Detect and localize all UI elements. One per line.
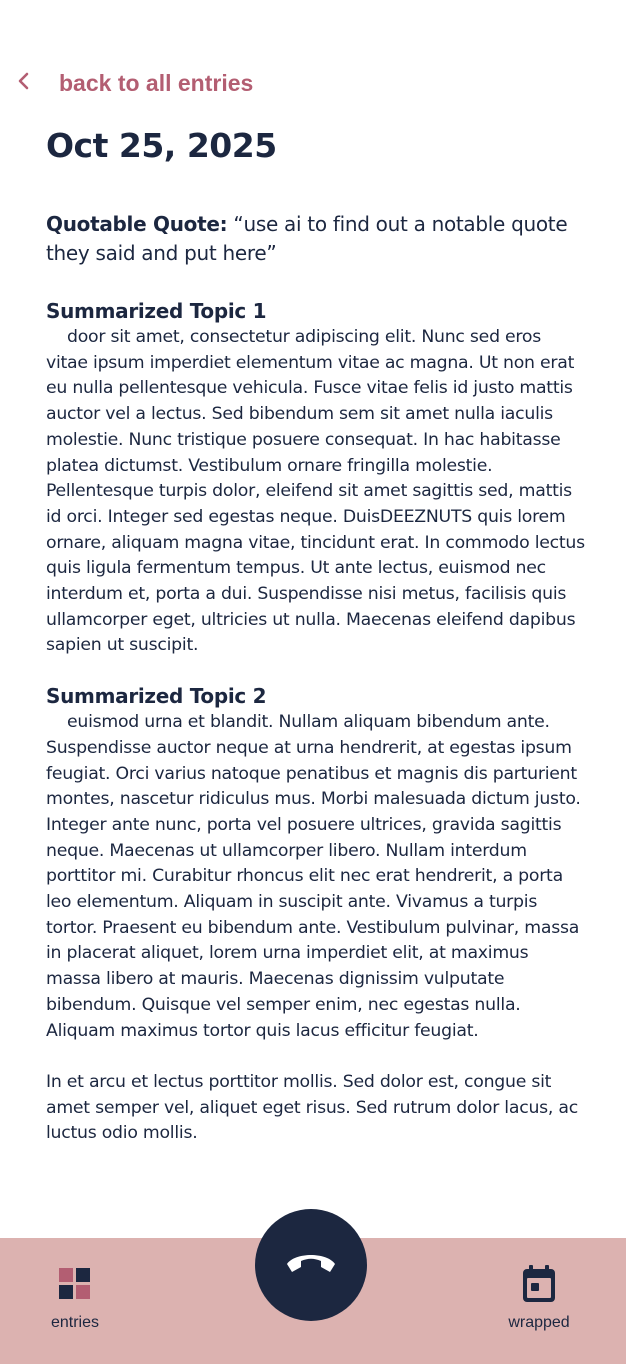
back-button[interactable] xyxy=(14,64,253,102)
topic-paragraph: In et arcu et lectus porttitor mollis. Sed dolor est, congue sit amet semper vel, aliquet eget risus. Sed rutrum dolor lacus, ac luctus odio mollis. xyxy=(46,1071,578,1144)
topic-section xyxy=(46,683,586,1147)
topic-title: Summarized Topic 2 xyxy=(46,684,267,709)
topic-section xyxy=(46,298,586,659)
entry-date: Oct 25, 2025 xyxy=(46,126,277,165)
topic-title: Summarized Topic 1 xyxy=(46,299,267,323)
quote-label: Quotable Quote: xyxy=(46,212,228,236)
quotable-quote xyxy=(46,210,586,268)
quote-text: “use ai to find out a notable quote they said and put here” xyxy=(46,212,568,265)
hang-up-call-button[interactable] xyxy=(255,1209,367,1321)
back-label: back to all entries xyxy=(59,69,254,96)
hang-up-phone-icon xyxy=(283,1248,339,1282)
calendar-icon xyxy=(522,1265,556,1308)
nav-wrapped-label: wrapped xyxy=(508,1314,570,1331)
topic-body: euismod urna et blandit. Nullam aliquam bibendum ante. Suspendisse auctor neque at urna hendrerit, at egestas ipsum feugiat. Orci varius natoque penatibus et magnis dis parturient montes, nascetur ridiculus mus. Morbi malesuada dictum justo. Integer ante nunc, porta vel posuere ultrices, gravida sagittis neque. Maecenas ut ullamcorper libero. Nullam interdum porttitor mi. Curabitur rhoncus elit nec erat hendrerit, a porta leo elementum. Aliquam in suscipit ante. Vivamus a turpis tortor. Praesent eu bibendum ante. Vestibulum pulvinar, massa in placerat aliquet, lorem urna imperdiet elit, at maximus massa libero at mauris. Maecenas dignissim vulputate bibendum. Quisque vel semper enim, nec egestas nulla. Aliquam maximus tortor quis lacus efficitur feugiat. xyxy=(46,712,581,1041)
grid-icon xyxy=(59,1268,91,1305)
nav-wrapped-button[interactable] xyxy=(500,1268,578,1332)
nav-entries-button[interactable] xyxy=(44,1268,106,1332)
topic-body: door sit amet, consectetur adipiscing elit. Nunc sed eros vitae ipsum imperdiet elementum vitae ac magna. Ut non erat eu nulla pellentesque vehicula. Fusce vitae felis id justo mattis auctor vel a lectus. Sed bibendum sem sit amet nulla iaculis molestie. Nunc tristique posuere consequat. In hac habitasse platea dictumst. Vestibulum ornare fringilla molestie. Pellentesque turpis dolor, eleifend sit amet sagittis sed, mattis id orci. Integer sed egestas neque. DuisDEEZNUTS quis lorem ornare, aliquam magna vitae, tincidunt erat. In commodo lectus quis ligula fermentum tempus. Ut ante lectus, euismod nec interdum et, porta a dui. Suspendisse nisi metus, facilisis quis ullamcorper eget, ultricies ut nulla. Maecenas eleifend dapibus sapien ut suscipit. xyxy=(46,327,585,656)
nav-entries-label: entries xyxy=(50,1314,100,1331)
chevron-left-icon xyxy=(14,71,34,95)
entry-content xyxy=(46,210,586,1171)
